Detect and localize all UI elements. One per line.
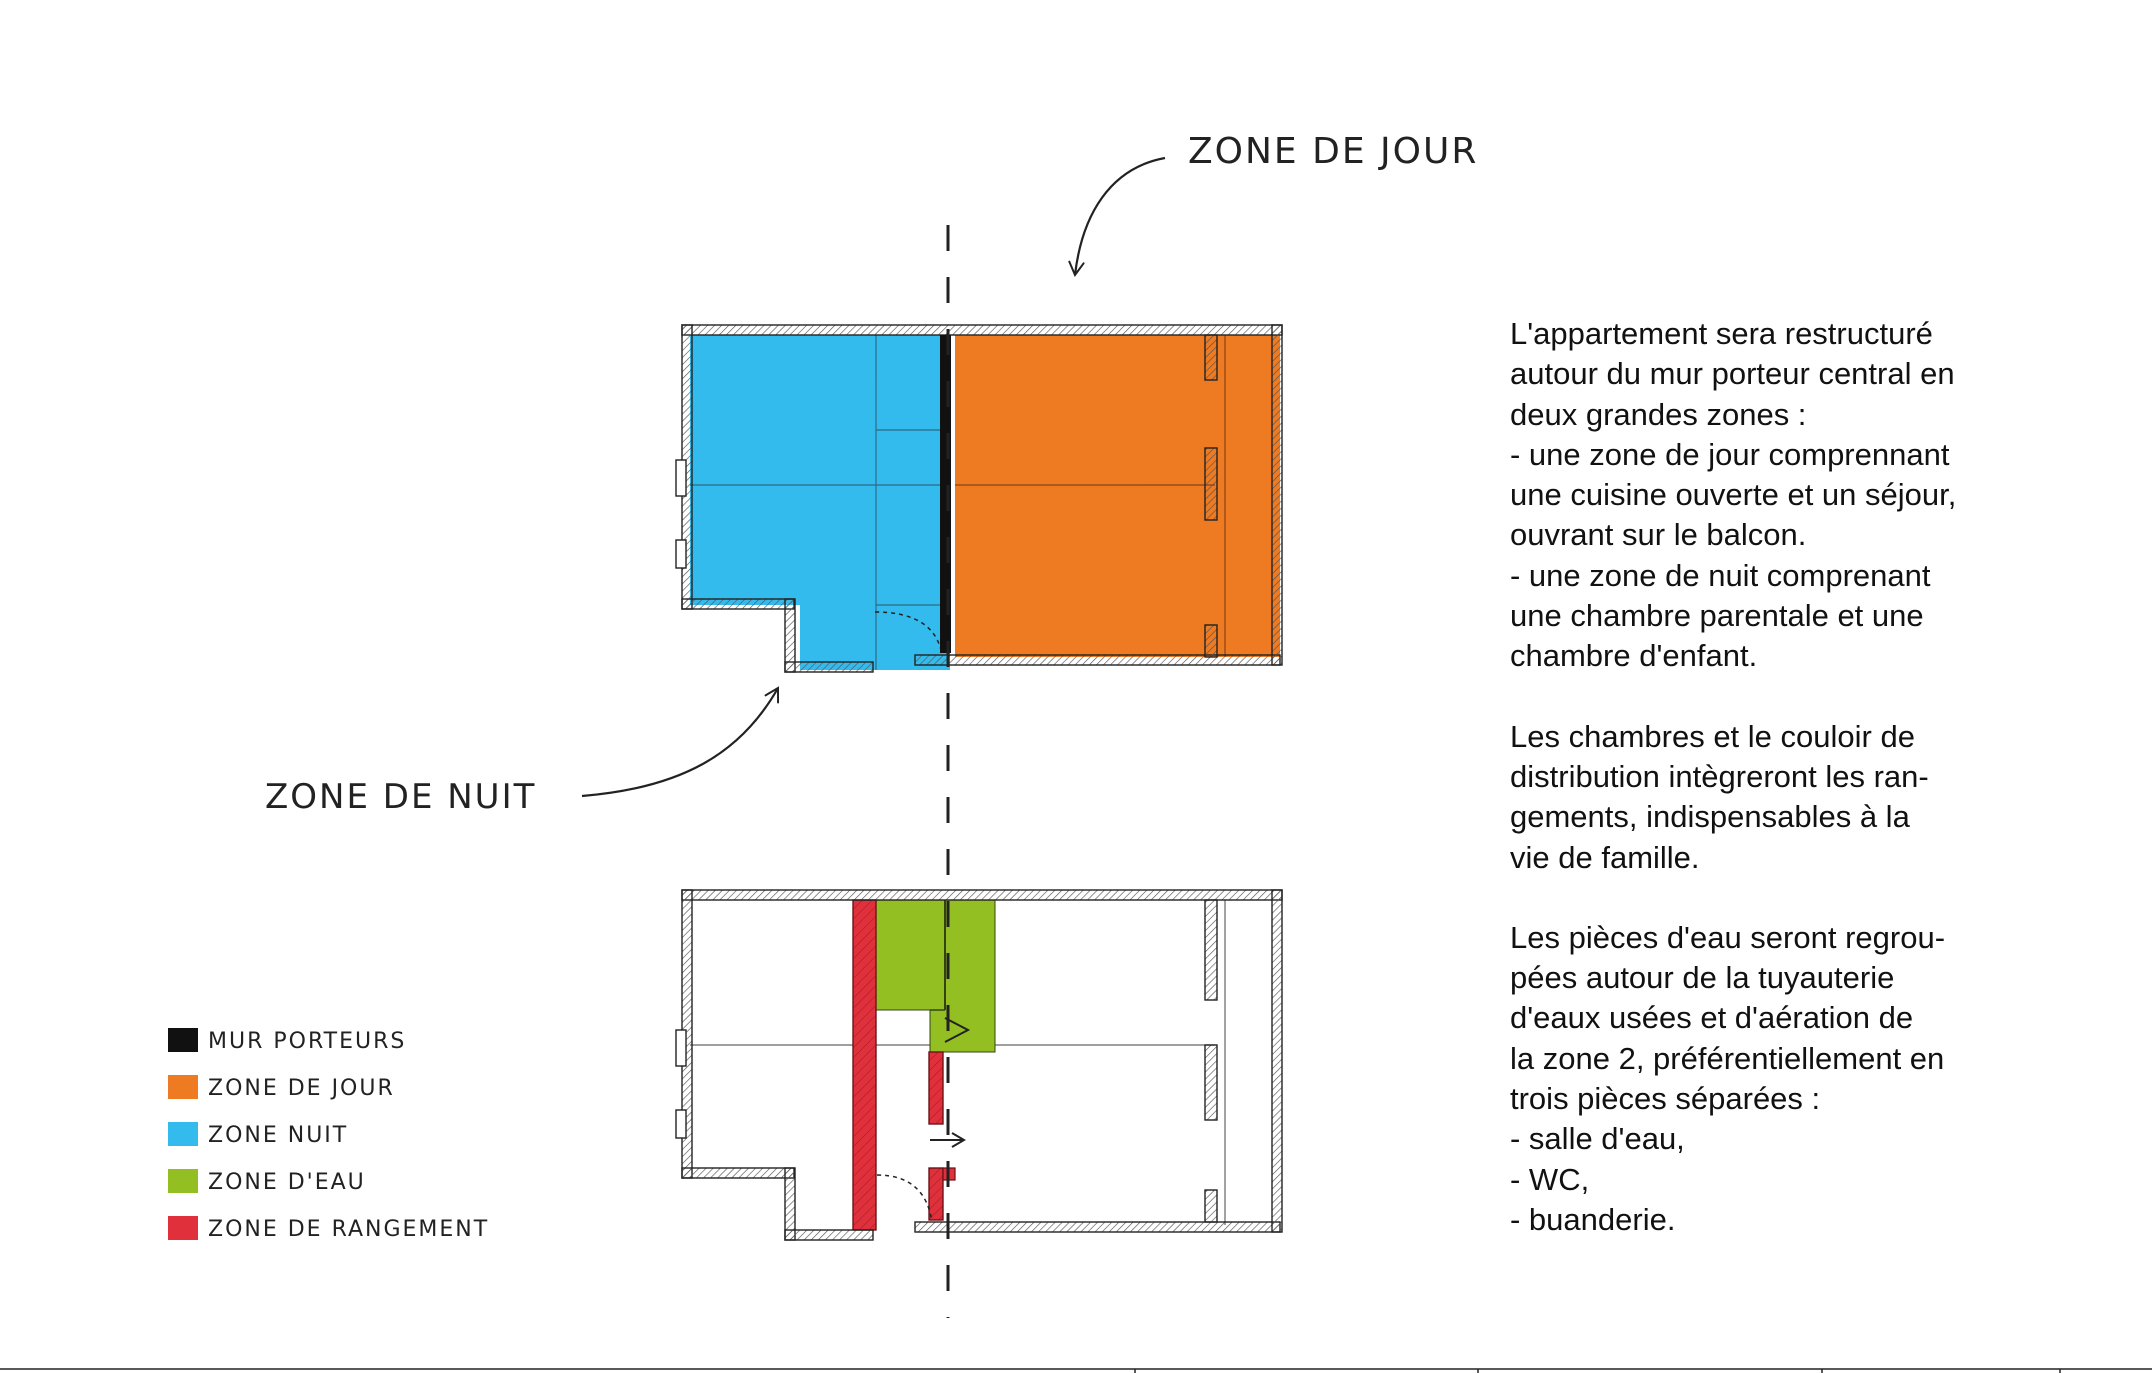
description-line: d'eaux usées et d'aération de xyxy=(1510,1000,1914,1036)
description-line: ouvrant sur le balcon. xyxy=(1510,517,1807,553)
top-floor-plan xyxy=(676,325,1282,672)
description-line: chambre d'enfant. xyxy=(1510,638,1758,674)
description-line: - salle d'eau, xyxy=(1510,1121,1685,1157)
legend-label-zone-nuit: ZONE NUIT xyxy=(208,1123,349,1148)
description-paragraph-1 xyxy=(1510,314,1985,677)
legend-swatch-zone-rangement xyxy=(168,1216,198,1240)
description-line: - une zone de jour comprennant xyxy=(1510,436,1950,472)
zone-nuit-area xyxy=(690,335,950,670)
description-line: - buanderie. xyxy=(1510,1201,1676,1237)
legend-swatch-mur-porteurs xyxy=(168,1028,198,1052)
legend-item-zone-nuit xyxy=(168,1122,348,1148)
legend-item-zone-eau xyxy=(168,1169,366,1195)
description-line: gements, indispensables à la xyxy=(1510,799,1910,835)
legend-label-mur-porteurs: MUR PORTEURS xyxy=(208,1029,407,1054)
zone-jour-arrow xyxy=(1075,158,1165,275)
description-line: Les chambres et le couloir de xyxy=(1510,718,1915,754)
zone-nuit-label: ZONE DE NUIT xyxy=(265,777,537,817)
zone-eau-area xyxy=(876,900,995,1052)
legend-swatch-zone-eau xyxy=(168,1169,198,1193)
bottom-floor-plan xyxy=(676,890,1282,1240)
legend-swatch-zone-nuit xyxy=(168,1122,198,1146)
description-line: autour du mur porteur central en xyxy=(1510,356,1955,392)
legend-swatch-zone-de-jour xyxy=(168,1075,198,1099)
zone-jour-label: ZONE DE JOUR xyxy=(1188,131,1479,172)
description-paragraph-3 xyxy=(1510,918,1985,1240)
legend-label-zone-de-jour: ZONE DE JOUR xyxy=(208,1076,395,1101)
zone-nuit-arrow xyxy=(582,688,778,796)
legend-item-zone-rangement xyxy=(168,1216,489,1242)
description-line: une chambre parentale et une xyxy=(1510,598,1924,634)
description-paragraph-2 xyxy=(1510,717,1985,878)
legend-label-zone-eau: ZONE D'EAU xyxy=(208,1170,366,1195)
description-text xyxy=(1510,314,1985,1240)
page-frame-bottom xyxy=(0,1369,2152,1373)
description-line: vie de famille. xyxy=(1510,839,1700,875)
description-line: une cuisine ouverte et un séjour, xyxy=(1510,477,1957,513)
description-line: - une zone de nuit comprenant xyxy=(1510,557,1931,593)
legend-item-mur-porteurs xyxy=(168,1028,406,1054)
description-line: L'appartement sera restructuré xyxy=(1510,316,1933,351)
description-line: pées autour de la tuyauterie xyxy=(1510,960,1895,996)
description-line: deux grandes zones : xyxy=(1510,396,1807,432)
legend-label-zone-rangement: ZONE DE RANGEMENT xyxy=(208,1217,490,1242)
description-line: la zone 2, préférentiellement en xyxy=(1510,1040,1945,1076)
description-line: Les pièces d'eau seront regrou- xyxy=(1510,919,1946,955)
description-line: distribution intègreront les ran- xyxy=(1510,758,1929,794)
legend xyxy=(168,1028,489,1242)
description-line: - WC, xyxy=(1510,1161,1590,1197)
zone-jour-area xyxy=(955,335,1280,657)
description-line: trois pièces séparées : xyxy=(1510,1081,1821,1117)
legend-item-zone-de-jour xyxy=(168,1075,395,1101)
